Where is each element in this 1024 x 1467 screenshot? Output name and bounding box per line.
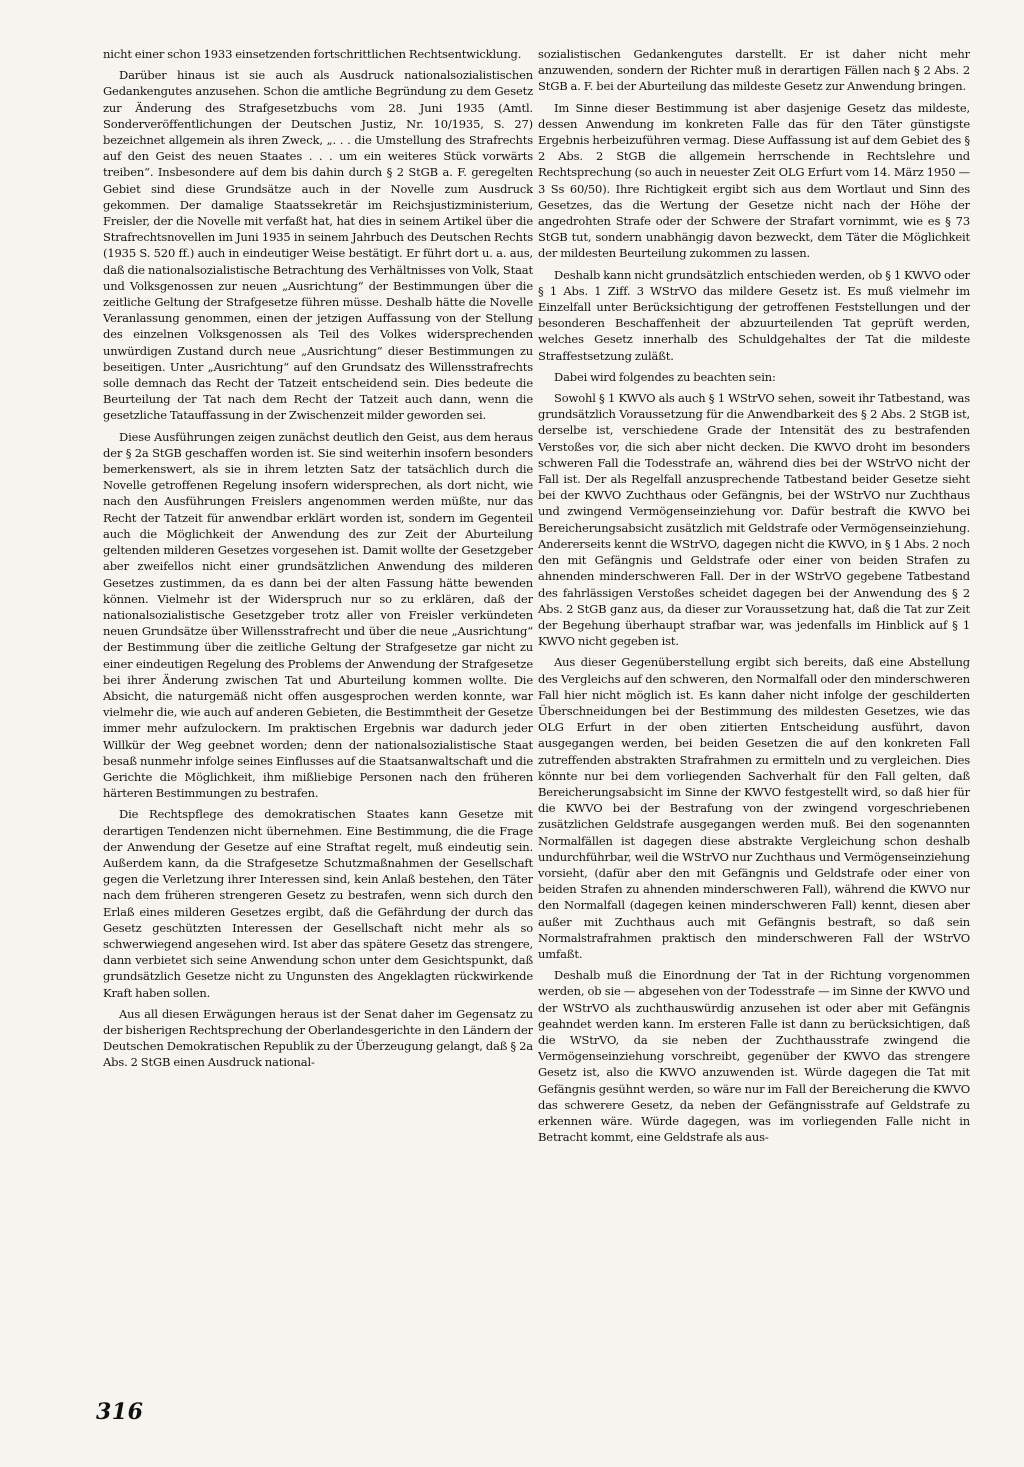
page-number: 316 bbox=[96, 1399, 144, 1425]
paragraph: Im Sinne dieser Bestimmung ist aber dasjenige Gesetz das mildeste, dessen Anwendung im konkreten Falle das für den Täter günstigste Ergebnis herbeizuführen vermag. Diese Auffassung ist auf dem Gebiet des § 2 Abs. 2 StGB die allgemein herrschende in Rechtslehre und Rechtsprechung (so auch in neuester Zeit OLG Erfurt vom 14. März 1950 — 3 Ss 60/50). Ihre Richtigkeit ergibt sich aus dem Wortlaut und Sinn des Gesetzes, das die Wertung der Gesetze nicht nach der Höhe der angedrohten Strafe oder der Schwere der Strafart vornimmt, wie es § 73 StGB tut, sondern unabhängig davon bezweckt, dem Täter die Möglichkeit der mildesten Beurteilung zukommen zu lassen. bbox=[538, 100, 970, 261]
paragraph: Diese Ausführungen zeigen zunächst deutlich den Geist, aus dem heraus der § 2a StGB geschaffen worden ist. Sie sind weiterhin insofern besonders bemerkenswert, als sie in ihrem letzten Satz der tatsächlich durch die Novelle getroffenen Regelung insofern widersprechen, als dort nicht, wie nach den Ausführungen Freislers angenommen werden müßte, nur das Recht der Tatzeit für anwendbar erklärt worden ist, sondern im Gegenteil auch die Möglichkeit der Anwendung des zur Zeit der Aburteilung geltenden milderen Gesetzes vorgesehen ist. Damit wollte der Gesetzgeber aber zweifellos nicht einer grundsätzlichen Anwendung des milderen Gesetzes zustimmen, da es dann bei der alten Fassung hätte bewenden können. Vielmehr ist der Widerspruch nur so zu erklären, daß der nationalsozialistische Gesetzgeber trotz aller von Freisler verkündeten neuen Grundsätze über Willensstrafrecht und über die neue „Ausrichtung“ der Bestimmung über die zeitliche Geltung der Strafgesetze gar nicht zu einer eindeutigen Regelung des Problems der Anwendung der Strafgesetze bei ihrer Änderung zwischen Tat und Aburteilung kommen wollte. Die Absicht, die naturgemäß nicht offen ausgesprochen werden konnte, war vielmehr die, wie auch auf anderen Gebieten, die Bestimmtheit der Gesetze immer mehr aufzulockern. Im praktischen Ergebnis war dadurch jeder Willkür der Weg geebnet worden; denn der nationalsozialistische Staat besaß nunmehr infolge seines Einflusses auf die Staatsanwaltschaft und die Gerichte die Möglichkeit, ihm mißliebige Personen nach den früheren härteren Bestimmungen zu bestrafen. bbox=[103, 429, 533, 801]
paragraph: sozialistischen Gedankengutes darstellt. Er ist daher nicht mehr anzuwenden, sondern der Richter muß in derartigen Fällen nach § 2 Abs. 2 StGB a. F. bei der Aburteilung das mildeste Gesetz zur Anwendung bringen. bbox=[538, 47, 970, 94]
paragraph: Sowohl § 1 KWVO als auch § 1 WStrVO sehen, soweit ihr Tatbestand, was grundsätzlich Voraussetzung für die Anwendbarkeit des § 2 Abs. 2 StGB ist, derselbe ist, verschiedene Grade der Intensität des zu bestrafenden Verstoßes vor, die sich aber nicht decken. Die KWVO droht im besonders schweren Fall die Todesstrafe an, während dies bei der WStrVO nicht der Fall ist. Der als Regelfall anzusprechende Tatbestand beider Gesetze sieht bei der KWVO Zuchthaus oder Gefängnis, bei der WStrVO nur Zuchthaus und zwingend Vermögenseinziehung vor. Dafür bestraft die KWVO bei Bereicherungsabsicht zusätzlich mit Geldstrafe oder Vermögenseinziehung. Andererseits kennt die WStrVO, dagegen nicht die KWVO, in § 1 Abs. 2 noch den mit Gefängnis und Geldstrafe oder einer von beiden Strafen zu ahnenden minderschweren Fall. Der in der WStrVO gegebene Tatbestand des fahrlässigen Verstoßes scheidet dagegen bei der Anwendung des § 2 Abs. 2 StGB ganz aus, da dieser zur Voraussetzung hat, daß die Tat zur Zeit der Begehung überhaupt strafbar war, was jedenfalls im Hinblick auf § 1 KWVO nicht gegeben ist. bbox=[538, 391, 970, 649]
paragraph: Aus all diesen Erwägungen heraus ist der Senat daher im Gegensatz zu der bisherigen Rechtsprechung der Oberlandesgerichte in den Ländern der Deutschen Demokratischen Republik zu der Überzeugung gelangt, daß § 2a Abs. 2 StGB einen Ausdruck national- bbox=[103, 1006, 533, 1070]
paragraph: nicht einer schon 1933 einsetzenden fortschrittlichen Rechtsentwicklung. bbox=[103, 47, 522, 61]
paragraph: Deshalb muß die Einordnung der Tat in der Richtung vorgenommen werden, ob sie — abgesehen von der Todesstrafe — im Sinne der KWVO und der WStrVO als zuchthauswürdig anzusehen ist oder aber mit Gefängnis geahndet werden kann. Im ersteren Falle ist dann zu berücksichtigen, daß die WStrVO, da sie neben der Zuchthausstrafe zwingend die Vermögenseinziehung vorschreibt, gegenüber der KWVO das strengere Gesetz ist, also die KWVO anzuwenden ist. Würde dagegen die Tat mit Gefängnis gesühnt werden, so wäre nur im Fall der Bereicherung die KWVO das schwerere Gesetz, da neben der Gefängnisstrafe auf Geldstrafe zu erkennen wäre. Würde dagegen, was im vorliegenden Falle nicht in Betracht kommt, eine Geldstrafe als aus- bbox=[538, 968, 970, 1145]
paragraph: Aus dieser Gegenüberstellung ergibt sich bereits, daß eine Abstellung des Vergleichs auf den schweren, den Normalfall oder den minderschweren Fall hier nicht möglich ist. Es kann daher nicht infolge der geschilderten Überschneidungen bei der Bestimmung des mildesten Gesetzes, wie das OLG Erfurt in der oben zitierten Entscheidung ausführt, davon ausgegangen werden, bei beiden Gesetzen die auf den konkreten Fall zutreffenden abstrakten Strafrahmen zu ermitteln und zu vergleichen. Dies könnte nur bei dem vorliegenden Sachverhalt für den Fall gelten, daß Bereicherungsabsicht im Sinne der KWVO festgestellt wird, so daß hier für die KWVO bei der Bestrafung von der zwingend vorgeschriebenen zusätzlichen Geldstrafe ausgegangen werden muß. Bei den sogenannten Normalfällen ist dagegen diese abstrakte Vergleichung schon deshalb undurchführbar, weil die WStrVO nur Zuchthaus und Vermögenseinziehung vorsieht, (dafür aber den mit Gefängnis und Geldstrafe oder einer von beiden Strafen zu ahnenden minderschweren Fall), während die KWVO nur den Normalfall (dagegen keinen minderschweren Fall) kennt, diesen aber außer mit Zuchthaus auch mit Gefängnis bestraft, so daß sein Normalstrafrahmen praktisch den minderschweren Fall der WStrVO umfaßt. bbox=[538, 655, 970, 961]
left-column bbox=[103, 46, 533, 1408]
paragraph: Deshalb kann nicht grundsätzlich entschieden werden, ob § 1 KWVO oder § 1 Abs. 1 Ziff. 3 WStrVO das mildere Gesetz ist. Es muß vielmehr im Einzelfall unter Berücksichtigung der getroffenen Feststellungen und der besonderen Beschaffenheit der abzuurteilenden Tat geprüft werden, welches Gesetz innerhalb des Schuldgehaltes der Tat die mildeste Straffestsetzung zuläßt. bbox=[538, 267, 970, 363]
right-column bbox=[538, 46, 970, 1408]
paragraph: Dabei wird folgendes zu beachten sein: bbox=[554, 369, 776, 384]
paragraph: Darüber hinaus ist sie auch als Ausdruck nationalsozialistischen Gedankengutes anzusehen. Schon die amtliche Begründung zu dem Gesetz zur Änderung des Strafgesetzbuchs vom 28. Juni 1935 (Amtl. Sonderveröffentlichungen der Deutschen Justiz, Nr. 10/1935, S. 27) bezeichnet allgemein als ihren Zweck, „. . . die Umstellung des Strafrechts auf den Geist des neuen Staates . . . um ein weiteres Stück vorwärts treiben“. Insbesondere auf dem bis dahin durch § 2 StGB a. F. geregelten Gebiet sind diese Grundsätze auch in der Novelle zum Ausdruck gekommen. Der damalige Staatssekretär im Reichsjustizministerium, Freisler, der die Novelle mit verfaßt hat, hat dies in seinem Artikel über die Strafrechtsnovellen im Juni 1935 in seinem Jahrbuch des Deutschen Rechts (1935 S. 520 ff.) auch in eindeutiger Weise bestätigt. Er führt dort u. a. aus, daß die nationalsozialistische Betrachtung des Verhältnisses von Volk, Staat und Volksgenossen zur neuen „Ausrichtung“ der Bestimmungen über die zeitliche Geltung der Strafgesetze führen müsse. Deshalb hätte die Novelle Veranlassung genommen, einen der jetzigen Auffassung von der Stellung des einzelnen Volksgenossen als Teil des Volkes widersprechenden unwürdigen Zustand durch neue „Ausrichtung“ dieser Bestimmungen zu beseitigen. Unter „Ausrichtung“ auf den Grundsatz des Willensstrafrechts solle demnach das Recht der Tatzeit entscheidend sein. Dies bedeute die Beurteilung der Tat nach dem Recht der Tatzeit auch dann, wenn die gesetzliche Tatauffassung in der Zwischenzeit milder geworden sei. bbox=[103, 68, 533, 423]
paragraph: Die Rechtspflege des demokratischen Staates kann Gesetze mit derartigen Tendenzen nicht übernehmen. Eine Bestimmung, die die Frage der Anwendung der Gesetze auf eine Straftat regelt, muß eindeutig sein. Außerdem kann, da die Strafgesetze Schutzmaßnahmen der Gesellschaft gegen die Verletzung ihrer Interessen sind, kein Anlaß bestehen, den Täter nach dem früheren strengeren Gesetz zu bestrafen, wenn sich durch den Erlaß eines milderen Gesetzes ergibt, daß die Gefährdung der durch das Gesetz geschützten Interessen der Gesellschaft nicht mehr als so schwerwiegend angesehen wird. Ist aber das spätere Gesetz das strengere, dann verbietet sich seine Anwendung schon unter dem Gesichtspunkt, daß grundsätzlich Gesetze nicht zu Ungunsten des Angeklagten rückwirkende Kraft haben sollen. bbox=[103, 807, 533, 1000]
